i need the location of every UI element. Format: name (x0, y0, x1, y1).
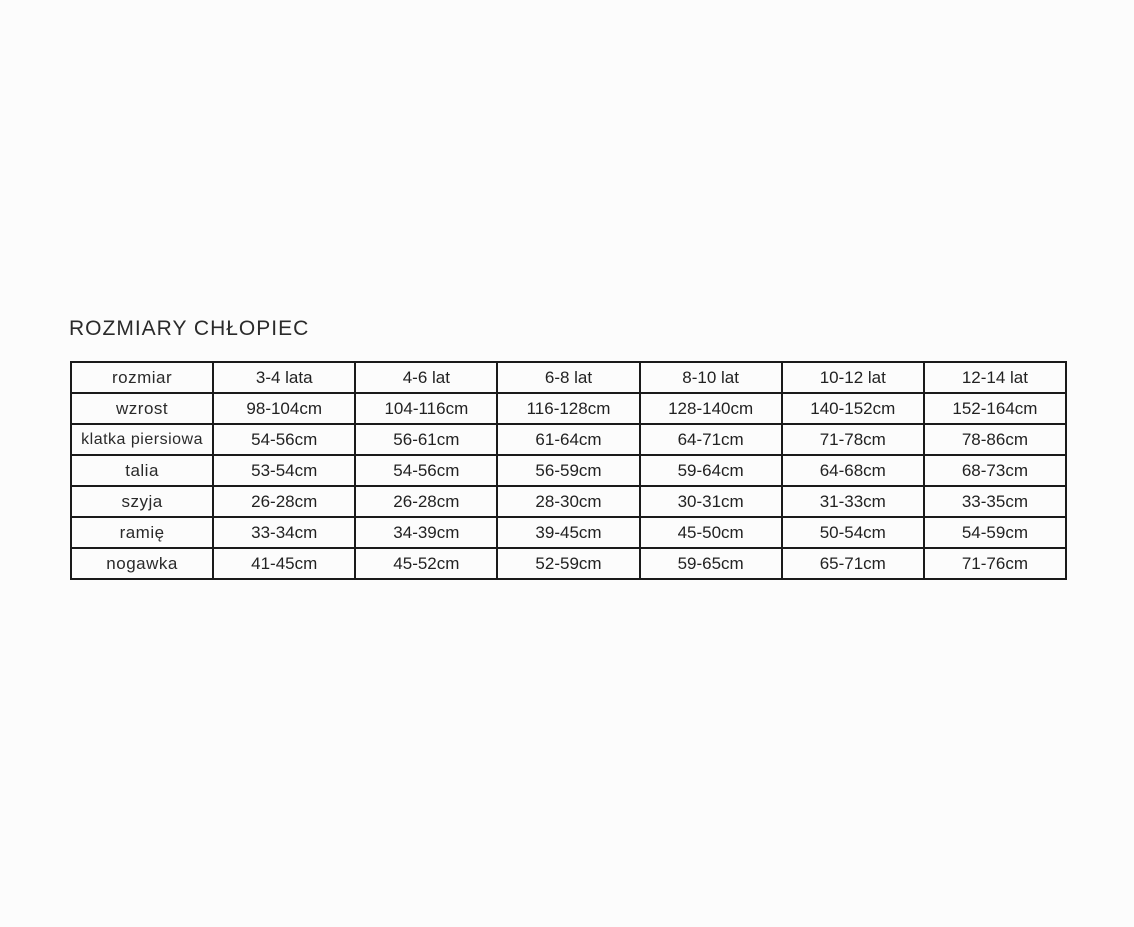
measurement-cell: 45-50cm (640, 517, 782, 548)
measurement-cell: 71-78cm (782, 424, 924, 455)
measurement-cell: 116-128cm (497, 393, 639, 424)
row-label: klatka piersiowa (71, 424, 213, 455)
measurement-cell: 41-45cm (213, 548, 355, 579)
measurement-cell: 152-164cm (924, 393, 1066, 424)
measurement-cell: 33-34cm (213, 517, 355, 548)
table-row (71, 455, 1066, 486)
measurement-cell: 53-54cm (213, 455, 355, 486)
measurement-cell: 78-86cm (924, 424, 1066, 455)
size-header-cell: 12-14 lat (924, 362, 1066, 393)
measurement-cell: 59-64cm (640, 455, 782, 486)
measurement-cell: 34-39cm (355, 517, 497, 548)
measurement-cell: 61-64cm (497, 424, 639, 455)
size-header-cell: 8-10 lat (640, 362, 782, 393)
size-chart-table (70, 361, 1067, 580)
page-title: ROZMIARY CHŁOPIEC (69, 317, 310, 340)
table-row (71, 424, 1066, 455)
measurement-cell: 71-76cm (924, 548, 1066, 579)
measurement-cell: 98-104cm (213, 393, 355, 424)
measurement-cell: 30-31cm (640, 486, 782, 517)
table-row (71, 393, 1066, 424)
measurement-cell: 64-68cm (782, 455, 924, 486)
measurement-cell: 50-54cm (782, 517, 924, 548)
table-row (71, 517, 1066, 548)
row-label: wzrost (71, 393, 213, 424)
measurement-cell: 56-59cm (497, 455, 639, 486)
table-header-row (71, 362, 1066, 393)
measurement-cell: 59-65cm (640, 548, 782, 579)
measurement-cell: 140-152cm (782, 393, 924, 424)
measurement-cell: 54-59cm (924, 517, 1066, 548)
table-row (71, 486, 1066, 517)
size-header-cell: 3-4 lata (213, 362, 355, 393)
measurement-cell: 65-71cm (782, 548, 924, 579)
row-label: nogawka (71, 548, 213, 579)
measurement-cell: 28-30cm (497, 486, 639, 517)
size-header-cell: 10-12 lat (782, 362, 924, 393)
measurement-cell: 33-35cm (924, 486, 1066, 517)
measurement-cell: 64-71cm (640, 424, 782, 455)
size-header-cell: 4-6 lat (355, 362, 497, 393)
row-label: talia (71, 455, 213, 486)
measurement-cell: 26-28cm (213, 486, 355, 517)
table-row (71, 548, 1066, 579)
measurement-cell: 54-56cm (355, 455, 497, 486)
measurement-cell: 45-52cm (355, 548, 497, 579)
row-label-rozmiar: rozmiar (71, 362, 213, 393)
measurement-cell: 54-56cm (213, 424, 355, 455)
measurement-cell: 52-59cm (497, 548, 639, 579)
measurement-cell: 39-45cm (497, 517, 639, 548)
measurement-cell: 104-116cm (355, 393, 497, 424)
size-header-cell: 6-8 lat (497, 362, 639, 393)
measurement-cell: 68-73cm (924, 455, 1066, 486)
row-label: szyja (71, 486, 213, 517)
measurement-cell: 26-28cm (355, 486, 497, 517)
row-label: ramię (71, 517, 213, 548)
measurement-cell: 31-33cm (782, 486, 924, 517)
measurement-cell: 56-61cm (355, 424, 497, 455)
measurement-cell: 128-140cm (640, 393, 782, 424)
